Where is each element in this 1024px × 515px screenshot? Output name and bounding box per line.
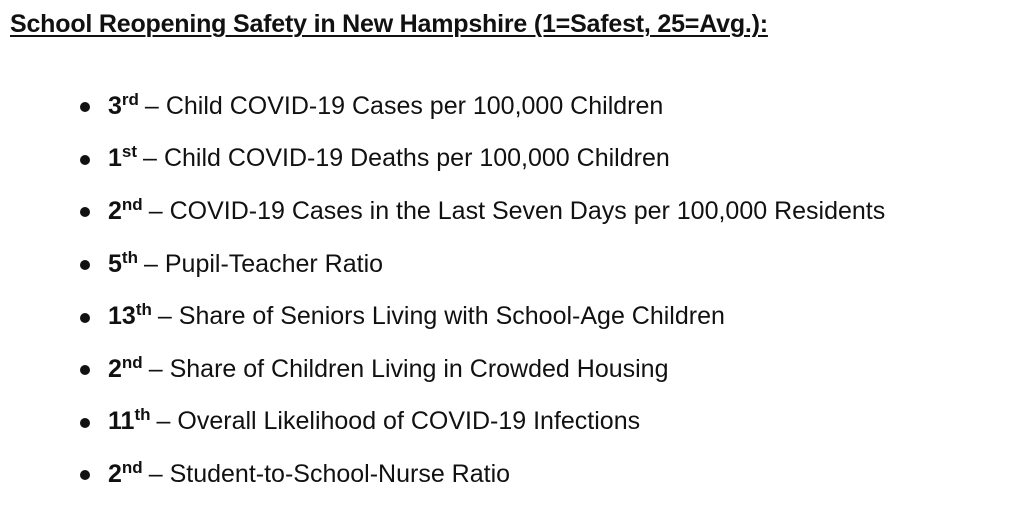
- rank-number: 13: [108, 302, 136, 331]
- rank-number: 11: [108, 407, 135, 436]
- dash-separator: –: [144, 91, 159, 120]
- list-item: [0, 133, 885, 186]
- bullet-icon: [80, 313, 90, 323]
- rank-suffix: nd: [121, 194, 143, 214]
- metric-label: Pupil-Teacher Ratio: [164, 249, 384, 278]
- list-item: [0, 448, 885, 501]
- rank-suffix: th: [135, 300, 152, 320]
- rank-number: 5: [108, 249, 122, 278]
- page-heading: School Reopening Safety in New Hampshire (1=Safest, 25=Avg.):: [10, 10, 768, 38]
- rank-suffix: th: [121, 247, 138, 267]
- bullet-icon: [80, 470, 90, 480]
- metric-label: Child COVID-19 Cases per 100,000 Children: [165, 91, 664, 120]
- rank-value: [108, 457, 143, 489]
- rank-value: [108, 194, 143, 226]
- ranking-list: [0, 80, 885, 501]
- rank-value: [108, 144, 137, 173]
- list-item: [0, 396, 885, 449]
- rank-value: [108, 247, 138, 279]
- bullet-icon: [80, 365, 90, 375]
- rank-value: [108, 89, 139, 121]
- list-item: [0, 185, 885, 238]
- rank-suffix: nd: [121, 457, 143, 477]
- metric-label: Overall Likelihood of COVID-19 Infections: [177, 407, 641, 436]
- rank-number: 2: [108, 354, 122, 383]
- rank-number: 3: [108, 91, 122, 120]
- dash-separator: –: [148, 354, 163, 383]
- rank-value: [108, 302, 152, 331]
- rank-number: 1: [108, 144, 122, 173]
- metric-label: Student-to-School-Nurse Ratio: [169, 459, 511, 488]
- metric-label: Share of Seniors Living with School-Age Children: [178, 302, 725, 331]
- rank-number: 2: [108, 196, 122, 225]
- dash-separator: –: [148, 459, 163, 488]
- list-item: [0, 238, 885, 291]
- dash-separator: –: [157, 302, 172, 331]
- bullet-icon: [80, 207, 90, 217]
- bullet-icon: [80, 155, 90, 165]
- list-item: [0, 343, 885, 396]
- metric-label: Share of Children Living in Crowded Housing: [169, 354, 669, 383]
- metric-label: COVID-19 Cases in the Last Seven Days per 100,000 Residents: [169, 196, 886, 225]
- rank-value: [108, 407, 150, 436]
- list-item: [0, 80, 885, 133]
- dash-separator: –: [143, 144, 157, 173]
- dash-separator: –: [143, 249, 158, 278]
- rank-suffix: rd: [121, 89, 139, 109]
- dash-separator: –: [156, 407, 171, 436]
- list-item: [0, 290, 885, 343]
- rank-number: 2: [108, 459, 122, 488]
- bullet-icon: [80, 102, 90, 112]
- bullet-icon: [80, 418, 90, 428]
- rank-suffix: nd: [121, 352, 143, 372]
- bullet-icon: [80, 260, 90, 270]
- metric-label: Child COVID-19 Deaths per 100,000 Children: [163, 144, 670, 173]
- rank-value: [108, 352, 143, 384]
- rank-suffix: th: [134, 405, 151, 425]
- dash-separator: –: [148, 196, 163, 225]
- rank-suffix: st: [121, 142, 138, 162]
